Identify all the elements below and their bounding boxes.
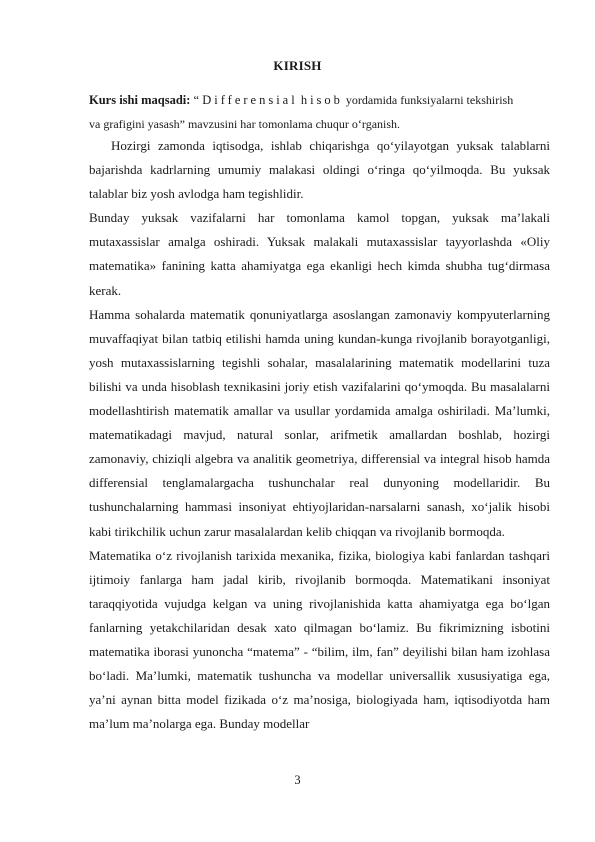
paragraph: Bunday yuksak vazifalarni har tomonlama kamol topgan, yuksak ma’lakali mutaxassislar amalga oshiradi. Yuksak malakali mutaxassislar tayyorlashda «Oliy matematika» fanining katta ahamiyatga ega ekanligi hech kimda shubha tug‘dirmasa kerak. — [89, 210, 550, 298]
goal-topic-word-1: Differensial — [202, 93, 298, 107]
paragraph: Matematika o‘z rivojlanish tarixida mexanika, fizika, biologiya kabi fanlardan tashqari ijtimoiy fanlarga ham jadal kirib, rivojlanib bormoqda. Matematikani insoniyat taraqqiyotida vujudga kelgan va uning rivojlanishida katta ahamiyatga ega bo‘lgan fanlarning yetakchilaridan desak xato qilmagan bo‘lamiz. Bu fikrimizning isbotini matematika iborasi yunoncha “matema” - “bilim, ilm, fan” deyilishi bilan ham izohlasa bo‘ladi. Ma’lumki, matematik tushuncha va modellar universallik xususiyatiga ega, ya’ni aynan bitta model fizikada o‘z ma’nosiga, biologiyada ham, iqtisodiyotda ham ma’lum ma’nolarga ega. Bunday modellar — [89, 547, 550, 732]
paragraph: Hamma sohalarda matematik qonuniyatlarga asoslangan zamonaviy kompyuterlarning muvaffaqiyat bilan tatbiq etilishi hamda uning kundan-kunga rivojlanib borayotganligi, yosh mutaxassislarning tegishli sohalar, masalalarining matematik modellarini tuza bilishi va unda hisoblash texnikasini joriy etish vazifalarini qo‘ymoqda. Bu masalalarni modellashtirish matematik amallar va usullar yordamida amalga oshiriladi. Ma’lumki, matematikadagi mavjud, natural sonlar, arifmetik amallardan boshlab, hozirgi zamonaviy, chiziqli algebra va analitik geometriya, differensial va integral hisob hamda differensial tenglamalargacha tushunchalar real dunyoning modellaridir. Bu tushunchalarning hammasi insoniyat ehtiyojlaridan-narsalarni sanash, xo‘jalik hisobi kabi tirikchilik uchun zarur masalalardan kelib chiqqan va rivojlanib bormoqda. — [89, 306, 550, 539]
body-text — [89, 134, 550, 736]
course-goal-line — [89, 93, 513, 108]
paragraph: Hozirgi zamonda iqtisodga, ishlab chiqarishga qo‘yilayotgan yuksak talablarni bajarishda kadrlarning umumiy malakasi oldingi o‘ringa qo‘yilmoqda. Bu yuksak talablar biz yosh avlodga ham tegishlidir. — [89, 138, 550, 202]
goal-topic-rest: yordamida funksiyalarni tekshirish — [342, 93, 514, 107]
course-goal-continuation: va grafigini yasash” mavzusini har tomonlama chuqur o‘rganish. — [89, 117, 401, 131]
page-title: KIRISH — [273, 58, 322, 73]
course-goal-label: Kurs ishi maqsadi: — [89, 93, 191, 107]
page-number: 3 — [294, 773, 301, 787]
goal-topic-word-2: hisob — [300, 93, 343, 107]
goal-quote-open: “ — [193, 93, 203, 107]
